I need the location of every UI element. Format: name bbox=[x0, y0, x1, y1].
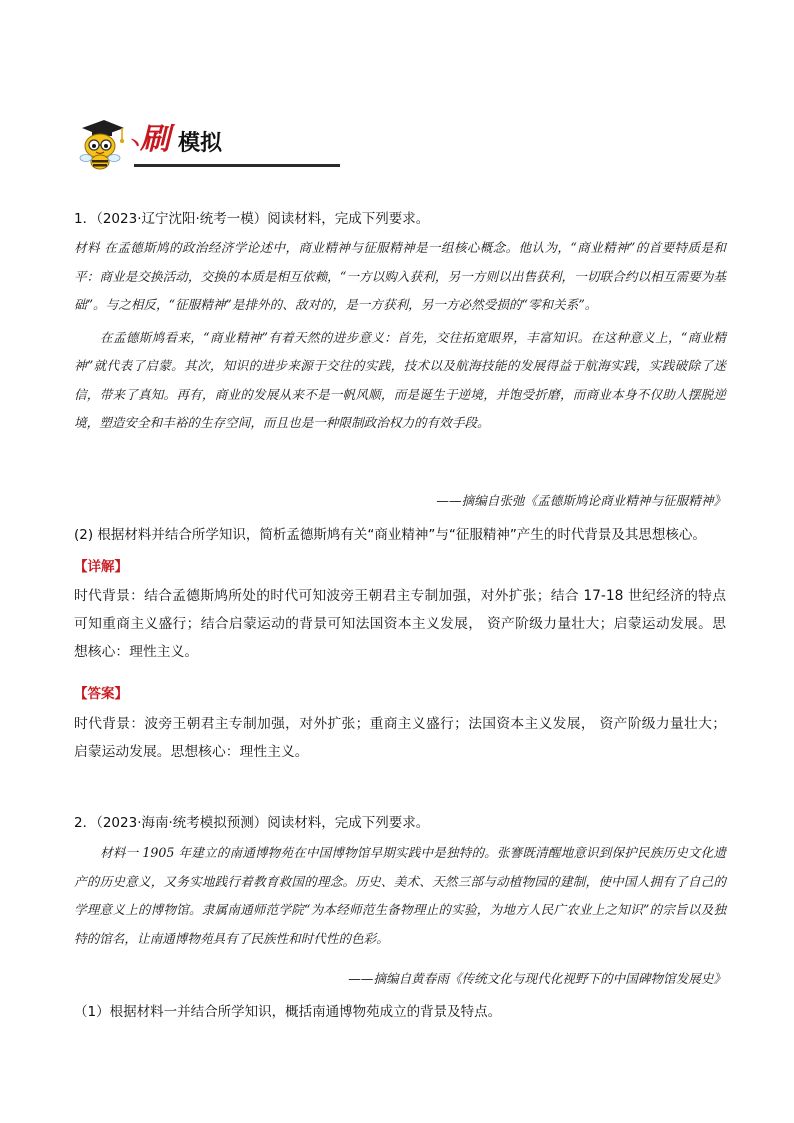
question-2-title: 2．（2023·海南·统考模拟预测）阅读材料，完成下列要求。 bbox=[74, 815, 430, 831]
section-title-sub: 模拟 bbox=[178, 130, 223, 156]
question-1-title: 1．（2023·辽宁沈阳·统考一模）阅读材料，完成下列要求。 bbox=[74, 211, 430, 227]
detail-label: 【详解】 bbox=[74, 559, 128, 575]
question-1-prompt: (2) 根据材料并结合所学知识，简析孟德斯鸠有关“商业精神”与“征服精神”产生的时代背景及其思想核心。 bbox=[74, 527, 706, 543]
answer-text bbox=[74, 710, 726, 766]
answer-paragraph: 时代背景：波旁王朝君主专制加强，对外扩张；重商主义盛行；法国资本主义发展， 资产阶级力量壮大；启蒙运动发展。思想核心：理性主义。 bbox=[74, 716, 726, 760]
question-2-prompt: （1）根据材料一并结合所学知识，概括南通博物苑成立的背景及特点。 bbox=[74, 1004, 502, 1020]
question-1-material bbox=[74, 234, 726, 438]
graduate-bee-icon bbox=[74, 116, 126, 170]
brush-stroke-icon: 丶 bbox=[126, 134, 144, 155]
answer-label: 【答案】 bbox=[74, 686, 128, 702]
section-header bbox=[74, 114, 264, 172]
question-2-material: 材料一 1905 年建立的南通博物苑在中国博物馆早期实践中是独特的。张謇既清醒地意识到保护民族历史文化遗产的历史意义，又务实地践行着教育救国的理念。历史、美术、天然三部与动植物园的建制，使中国人拥有了自己的学理意义上的博物馆。隶属南通师范学院“为本经师范生备物理止的实验，为地方人民广农业上之知识”的宗旨以及独特的馆名，让南通博物苑具有了民族性和时代性的色彩。 bbox=[74, 845, 726, 946]
detail-text bbox=[74, 582, 726, 666]
title-underline bbox=[134, 164, 340, 167]
detail-paragraph: 时代背景：结合孟德斯鸠所处的时代可知波旁王朝君主专制加强，对外扩张；结合 17-18 世纪经济的特点可知重商主义盛行；结合启蒙运动的背景可知法国资本主义发展， 资产阶级力量壮大；启蒙运动发展。思想核心：理性主义。 bbox=[74, 588, 726, 660]
material-paragraph: 在孟德斯鸠看来，“商业精神”有着天然的进步意义：首先，交往拓宽眼界，丰富知识。在这种意义上，“商业精神”就代表了启蒙。其次，知识的进步来源于交往的实践，技术以及航海技能的发展得益于航海实践，实践破除了迷信，带来了真知。再有，商业的发展从来不是一帆风顺，而是诞生于逆境，并饱受折磨，而商业本身不仅助人摆脱逆境，塑造安全和丰裕的生存空间，而且也是一种限制政治权力的有效手段。 bbox=[74, 329, 726, 430]
section-title-main: 刷 bbox=[140, 122, 170, 157]
material-paragraph: 材料 在孟德斯鸠的政治经济学论述中，商业精神与征服精神是一组核心概念。他认为，“商业精神”的首要特质是和平：商业是交换活动，交换的本质是相互依赖，“一方以购入获利，另一方则以出售获利，一切联合约以相互需要为基础”。与之相反，“征服精神”是排外的、敌对的，是一方获利，另一方必然受损的“零和关系”。 bbox=[74, 240, 726, 312]
question-2-source: ——摘编自黄春雨《传统文化与现代化视野下的中国碑物馆发展史》 bbox=[348, 971, 726, 986]
question-1-source: ——摘编自张弛《孟德斯鸠论商业精神与征服精神》 bbox=[436, 493, 726, 508]
